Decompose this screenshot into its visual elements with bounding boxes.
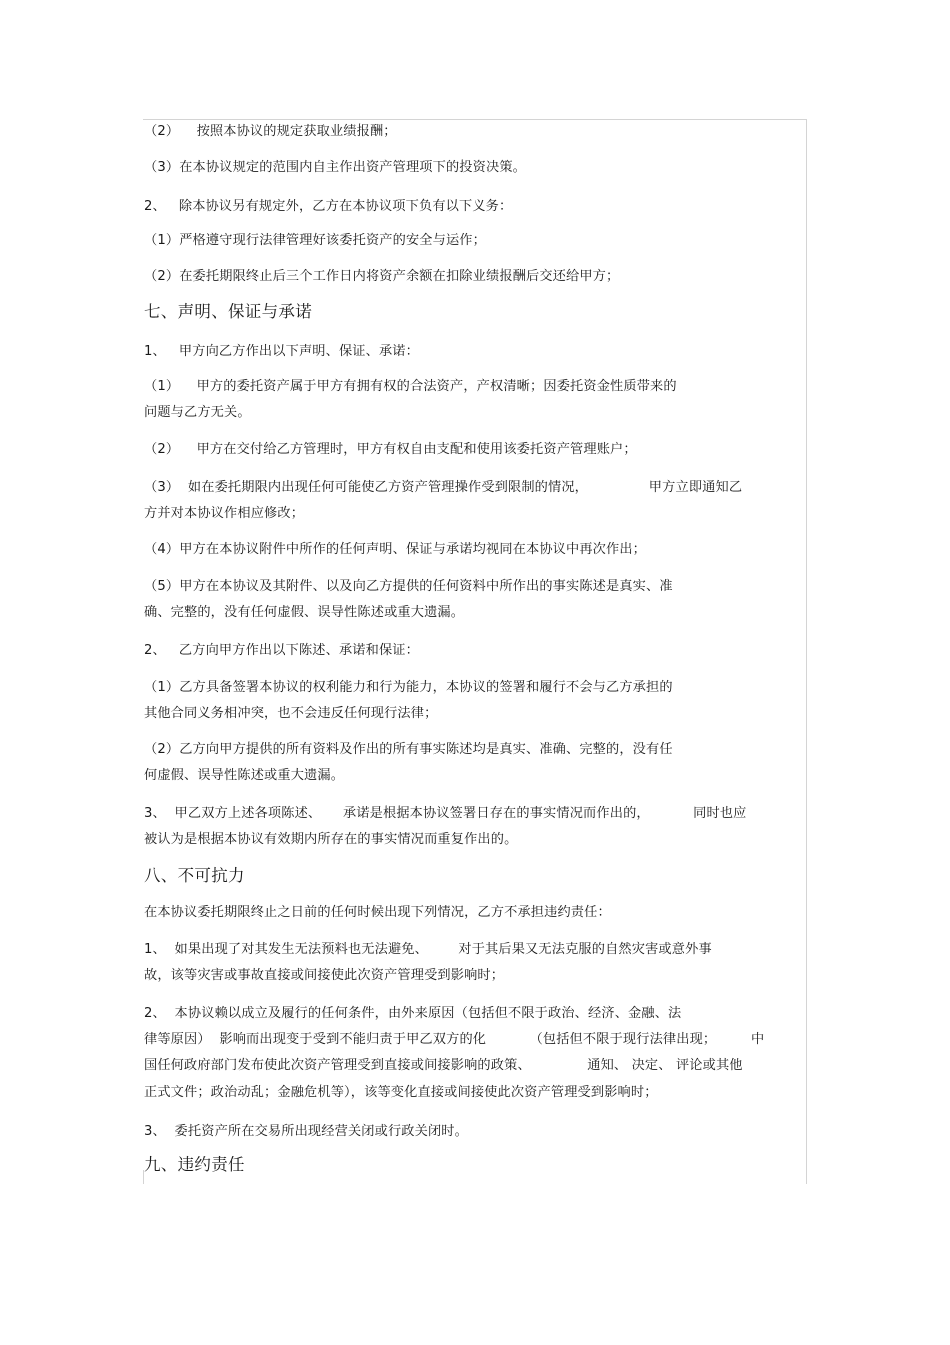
text-line: （5）甲方在本协议及其附件、以及向乙方提供的任何资料中所作出的事实陈述是真实、准 xyxy=(144,579,673,594)
text-line: 2、 乙方向甲方作出以下陈述、承诺和保证： xyxy=(144,643,419,658)
section-heading: 八、不可抗力 xyxy=(144,866,245,885)
text-line: 1、 如果出现了对其发生无法预料也无法避免、 对于其后果又无法克服的自然灾害或意外事 xyxy=(144,942,712,957)
text-line: （3）在本协议规定的范围内自主作出资产管理项下的投资决策。 xyxy=(144,160,526,175)
section-heading: 九、违约责任 xyxy=(144,1155,245,1174)
text-line: （1）严格遵守现行法律管理好该委托资产的安全与运作； xyxy=(144,233,486,248)
text-line: 3、 甲乙双方上述各项陈述、 承诺是根据本协议签署日存在的事实情况而作出的， 同时也应 xyxy=(144,806,747,821)
text-line: 律等原因） 影响而出现变于受到不能归责于甲乙双方的化 （包括但不限于现行法律出现； 中 xyxy=(144,1032,765,1047)
text-line: 在本协议委托期限终止之日前的任何时候出现下列情况，乙方不承担违约责任： xyxy=(144,905,611,920)
text-line: （2） 按照本协议的规定获取业绩报酬； xyxy=(144,124,397,139)
text-line: 其他合同义务相冲突，也不会违反任何现行法律； xyxy=(144,706,438,721)
text-line: （1）乙方具备签署本协议的权利能力和行为能力，本协议的签署和履行不会与乙方承担的 xyxy=(144,680,673,695)
text-line: 2、 除本协议另有规定外，乙方在本协议项下负有以下义务： xyxy=(144,199,513,214)
text-line: （4）甲方在本协议附件中所作的任何声明、保证与承诺均视同在本协议中再次作出； xyxy=(144,542,647,557)
text-line: （2）在委托期限终止后三个工作日内将资产余额在扣除业绩报酬后交还给甲方； xyxy=(144,269,620,284)
text-line: （2）乙方向甲方提供的所有资料及作出的所有事实陈述均是真实、准确、完整的，没有任 xyxy=(144,742,673,757)
section-heading: 七、声明、保证与承诺 xyxy=(144,302,312,321)
text-line: （1） 甲方的委托资产属于甲方有拥有权的合法资产，产权清晰；因委托资金性质带来的 xyxy=(144,379,677,394)
text-line: 方并对本协议作相应修改； xyxy=(144,506,305,521)
text-line: 被认为是根据本协议有效期内所存在的事实情况而重复作出的。 xyxy=(144,832,518,847)
text-line: （2） 甲方在交付给乙方管理时，甲方有权自由支配和使用该委托资产管理账户； xyxy=(144,442,637,457)
text-line: 2、 本协议赖以成立及履行的任何条件，由外来原因（包括但不限于政治、经济、金融、法 xyxy=(144,1006,682,1021)
text-line: 国任何政府部门发布使此次资产管理受到直接或间接影响的政策、 通知、 决定、 评论或其他 xyxy=(144,1058,743,1073)
text-line: 故，该等灾害或事故直接或间接使此次资产管理受到影响时； xyxy=(144,968,505,983)
text-line: 1、 甲方向乙方作出以下声明、保证、承诺： xyxy=(144,344,419,359)
text-line: （3） 如在委托期限内出现任何可能使乙方资产管理操作受到限制的情况， 甲方立即通知乙 xyxy=(144,480,743,495)
text-line: 确、完整的，没有任何虚假、误导性陈述或重大遗漏。 xyxy=(144,605,465,620)
text-line: 正式文件；政治动乱；金融危机等），该等变化直接或间接使此次资产管理受到影响时； xyxy=(144,1085,658,1100)
text-line: 3、 委托资产所在交易所出现经营关闭或行政关闭时。 xyxy=(144,1124,468,1139)
text-line: 何虚假、误导性陈述或重大遗漏。 xyxy=(144,768,345,783)
text-line: 问题与乙方无关。 xyxy=(144,405,251,420)
